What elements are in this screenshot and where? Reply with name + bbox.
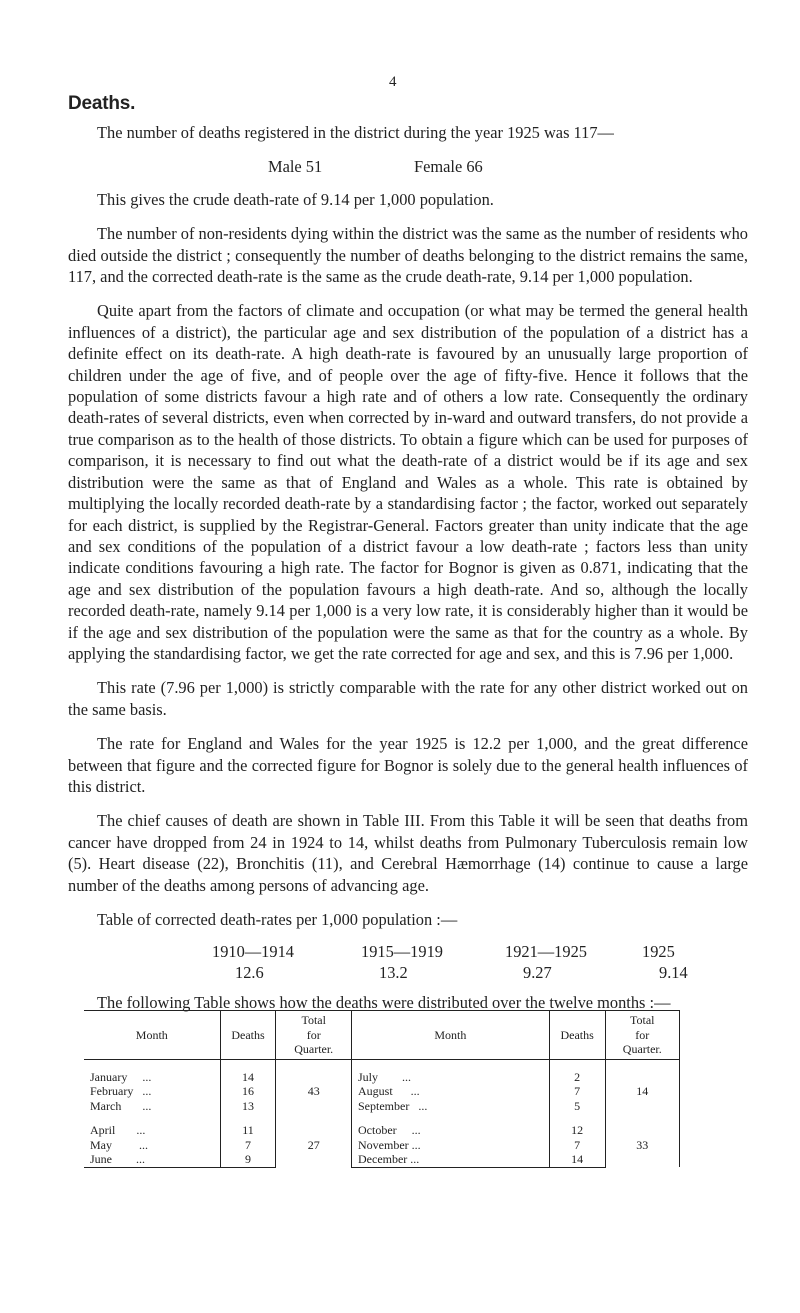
- male-count: Male 51: [268, 157, 323, 177]
- month-name: October ...: [352, 1123, 550, 1138]
- paragraph-england-wales: The rate for England and Wales for the year 1925 is 12.2 per 1,000, and the great difference between that figure and the corrected figure for Bognor is solely due to the general health influences of this district.: [68, 734, 748, 796]
- table-row: [84, 1099, 680, 1114]
- month-name: July ...: [352, 1070, 550, 1085]
- header-month: Month: [135, 1027, 168, 1042]
- month-deaths: 14: [220, 1070, 276, 1085]
- month-deaths: 7: [549, 1138, 605, 1153]
- section-heading: Deaths.: [68, 93, 136, 114]
- month-name: June ...: [84, 1152, 220, 1167]
- intro-paragraph: The number of deaths registered in the district during the year 1925 was 117—: [97, 123, 614, 142]
- header-deaths: Deaths: [549, 1011, 605, 1060]
- rate-value: 13.2: [379, 963, 408, 983]
- month-deaths: 16: [220, 1084, 276, 1099]
- monthly-deaths-table: [84, 1010, 680, 1168]
- month-name: August ...: [352, 1084, 550, 1099]
- header-month: Month: [352, 1011, 550, 1060]
- table-row: [84, 1152, 680, 1167]
- rates-intro: Table of corrected death-rates per 1,000 population :—: [97, 910, 458, 929]
- quarter-total: 43: [276, 1070, 352, 1114]
- months-intro: The following Table shows how the deaths were distributed over the twelve months :—: [97, 993, 671, 1013]
- month-deaths: 5: [549, 1099, 605, 1114]
- month-deaths: 11: [220, 1123, 276, 1138]
- document-body: [68, 92, 748, 1027]
- paragraph-causes: The chief causes of death are shown in Table III. From this Table it will be seen that deaths from cancer have dropped from 24 in 1924 to 14, whilst deaths from Pulmonary Tuberculosis remain low (5). Heart disease (22), Bronchitis (11), and Cerebral Hæmorrhage (14) continue to cause a large number of the deaths among persons of advancing age.: [68, 811, 748, 895]
- rate-value: 9.27: [523, 963, 552, 983]
- month-deaths: 2: [549, 1070, 605, 1085]
- month-name: May ...: [90, 1137, 148, 1152]
- rates-periods: [212, 941, 748, 962]
- paragraph-comparable: This rate (7.96 per 1,000) is strictly comparable with the rate for any other district worked out on the same basis.: [68, 678, 748, 719]
- rate-value: 9.14: [659, 963, 688, 983]
- table-row: [84, 1070, 680, 1085]
- month-deaths: 9: [220, 1152, 276, 1167]
- rate-period: 1910—1914: [212, 942, 294, 962]
- rate-value: 12.6: [235, 963, 264, 983]
- sex-breakdown: [68, 156, 748, 177]
- month-deaths: 12: [549, 1123, 605, 1138]
- table-row: [84, 1084, 680, 1099]
- rate-period: 1921—1925: [505, 942, 587, 962]
- rates-values: [235, 962, 748, 983]
- rate-period: 1915—1919: [361, 942, 443, 962]
- header-deaths: Deaths: [220, 1011, 276, 1060]
- quarter-total: 27: [276, 1123, 352, 1167]
- rate-period: 1925: [642, 942, 675, 962]
- paragraph-crude-rate: This gives the crude death-rate of 9.14 per 1,000 population.: [97, 189, 494, 209]
- female-count: Female 66: [414, 157, 483, 177]
- header-total-quarter: Total for Quarter.: [276, 1011, 352, 1060]
- month-name: March ...: [90, 1098, 152, 1113]
- paragraph-standardising: Quite apart from the factors of climate and occupation (or what may be termed the general health influences of a district), the particular age and sex distribution of the population of a district has a definite effect on its death-rate. A high death-rate is favoured by an unusually large proportion of children under the age of five, and of people over the age of fifty-five. Hence it follows that the population of some districts favour a high rate and of others a low rate. Consequently the ordinary death-rates of several districts, even when corrected by in-ward and outward transfers, do not provide a true comparison as to the health of those districts. To obtain a figure which can be used for purposes of comparison, it is necessary to find out what the death-rate of a district would be if its age and sex distribution were the same as that of England and Wales as a whole. This rate is obtained by multiplying the locally recorded death-rate by a standardising factor ; the factor, worked out separately for each district, is supplied by the Registrar-General. Factors greater than unity indicate that the age and sex conditions of the population of a district favour a low death-rate ; factors less than unity indicate conditions favouring a high rate. The factor for Bognor is given as 0.871, indicating that the age and sex distribution of the population favours a high death-rate. And so, although the locally recorded death-rate, namely 9.14 per 1,000 is a very low rate, it is considerably higher than it would be if the age and sex distribution of the population were the same as that for the country as a whole. By applying the standardising factor, we get the rate corrected for age and sex, and this is 7.96 per 1,000.: [68, 301, 748, 663]
- paragraph-non-residents: The number of non-residents dying within the district was the same as the number of residents who died outside the district ; consequently the number of deaths belonging to the district remains the same, 117, and the corrected death-rate is the same as the crude death-rate, 9.14 per 1,000 population.: [68, 224, 748, 287]
- month-name: November ...: [352, 1138, 550, 1153]
- quarter-total: 33: [605, 1123, 679, 1167]
- quarter-total: 14: [605, 1070, 679, 1114]
- month-deaths: 14: [549, 1152, 605, 1167]
- month-deaths: 7: [220, 1138, 276, 1153]
- header-total-quarter: Total for Quarter.: [605, 1011, 679, 1060]
- month-name: April ...: [90, 1123, 146, 1137]
- month-deaths: 7: [549, 1084, 605, 1099]
- table-row: [84, 1138, 680, 1153]
- table-row: [84, 1123, 680, 1138]
- month-deaths: 13: [220, 1099, 276, 1114]
- page-number: 4: [389, 74, 397, 90]
- month-name: September ...: [352, 1099, 550, 1114]
- month-name: February ...: [90, 1084, 152, 1098]
- month-name: January ...: [90, 1069, 152, 1084]
- table-header-row: [84, 1011, 680, 1060]
- month-name: December ...: [352, 1152, 550, 1167]
